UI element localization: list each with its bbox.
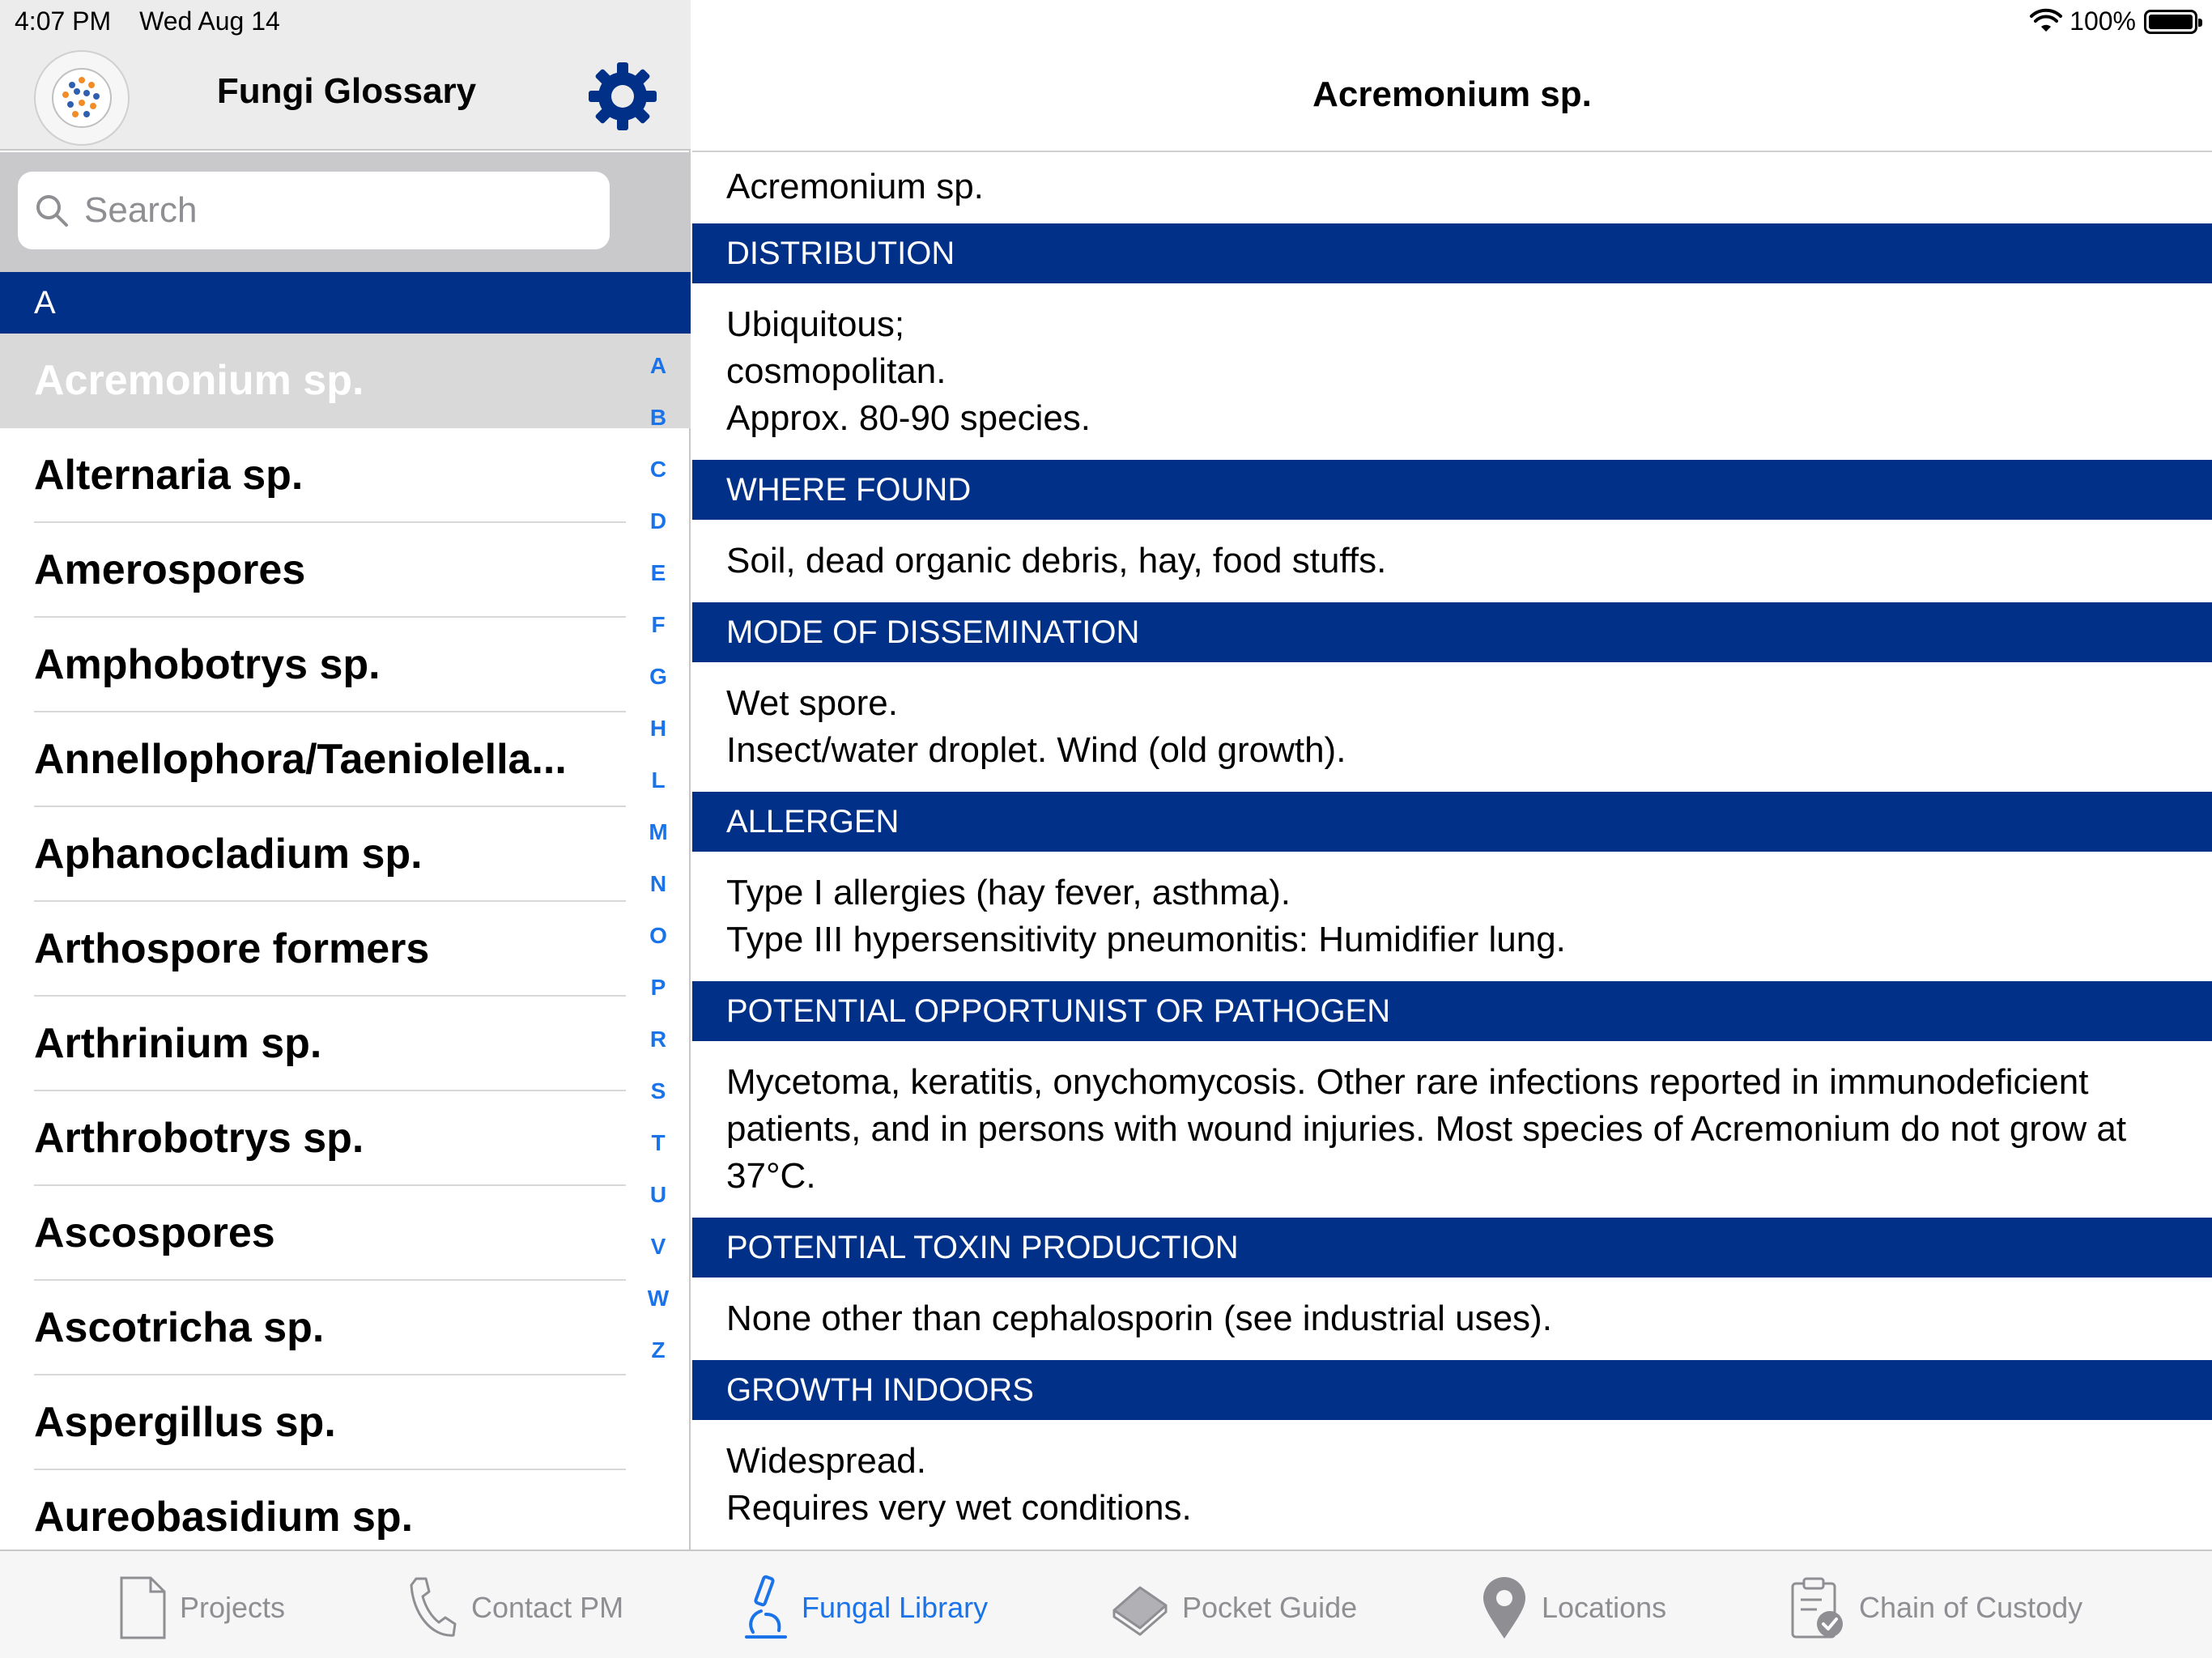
index-letter[interactable]: U — [649, 1182, 667, 1207]
fungi-list — [0, 334, 691, 1565]
search-field[interactable] — [18, 172, 610, 249]
detail-section-body — [692, 1278, 2212, 1360]
index-letter[interactable]: P — [650, 975, 666, 1000]
detail-line: Insect/water droplet. Wind (old growth). — [726, 730, 1346, 770]
wifi-icon — [2031, 11, 2061, 33]
battery-icon — [2144, 10, 2197, 34]
index-letter[interactable]: L — [651, 767, 666, 793]
index-letter[interactable]: H — [649, 716, 667, 741]
tab-locations-label: Locations — [1542, 1591, 1667, 1624]
clipboard-check-icon — [1789, 1575, 1846, 1640]
detail-line: None other than cephalosporin (see industrial uses). — [726, 1299, 1552, 1338]
list-item-label: Arthospore formers — [34, 925, 430, 972]
detail-line: Widespread. — [726, 1441, 927, 1481]
app-logo-icon[interactable] — [34, 50, 130, 146]
detail-section-header: GROWTH INDOORS — [692, 1360, 2212, 1420]
index-letter[interactable]: W — [647, 1286, 670, 1311]
list-item[interactable] — [0, 1281, 691, 1375]
list-item-label: Amphobotrys sp. — [34, 641, 381, 688]
detail-section-header: POTENTIAL OPPORTUNIST OR PATHOGEN — [692, 981, 2212, 1041]
tab-pocket-guide[interactable] — [1109, 1575, 1357, 1640]
detail-section-header: WHERE FOUND — [692, 460, 2212, 520]
tab-bar — [0, 1550, 2212, 1658]
detail-header — [692, 42, 2212, 152]
index-letter[interactable]: N — [649, 871, 667, 896]
list-item[interactable] — [0, 997, 691, 1091]
list-item-label: Arthrobotrys sp. — [34, 1115, 364, 1162]
tab-fungal-library-label: Fungal Library — [802, 1591, 989, 1624]
detail-section-body — [692, 852, 2212, 981]
detail-line: Mycetoma, keratitis, onychomycosis. Other rare infections reported in immunodeficient patients, and in persons with wound injuries. Most species of Acremonium do not grow at 37°C. — [726, 1062, 2127, 1196]
detail-line: Type III hypersensitivity pneumonitis: Humidifier lung. — [726, 920, 1566, 959]
index-letter[interactable]: B — [649, 405, 667, 430]
index-letter[interactable]: D — [649, 508, 667, 534]
list-item[interactable] — [0, 712, 691, 807]
index-letter[interactable]: T — [651, 1130, 666, 1155]
index-letter[interactable]: R — [649, 1027, 667, 1052]
detail-name: Acremonium sp. — [726, 167, 984, 206]
index-letter[interactable]: S — [650, 1078, 666, 1103]
list-item-label: Aureobasidium sp. — [34, 1494, 414, 1541]
list-item-label: Ascotricha sp. — [34, 1304, 325, 1351]
list-item[interactable] — [0, 1186, 691, 1281]
gear-icon — [586, 60, 659, 133]
tab-contact-pm-label: Contact PM — [471, 1591, 624, 1624]
detail-line: Soil, dead organic debris, hay, food stuffs. — [726, 541, 1387, 580]
tab-pocket-guide-label: Pocket Guide — [1182, 1591, 1358, 1624]
tab-chain-of-custody[interactable] — [1789, 1575, 2082, 1640]
battery-percent: 100% — [2069, 6, 2136, 36]
tab-projects-label: Projects — [180, 1591, 286, 1624]
settings-button[interactable] — [586, 60, 659, 133]
tab-locations[interactable] — [1480, 1575, 1666, 1640]
detail-line: Ubiquitous; — [726, 304, 905, 344]
search-icon — [34, 193, 70, 228]
sidebar-title: Fungi Glossary — [216, 71, 477, 111]
detail-section-header: MODE OF DISSEMINATION — [692, 602, 2212, 662]
list-item-label: Ascospores — [34, 1209, 275, 1256]
alphabet-index — [630, 340, 687, 1376]
detail-line: Approx. 80-90 species. — [726, 398, 1091, 438]
detail-section-body — [692, 662, 2212, 792]
tab-chain-of-custody-label: Chain of Custody — [1859, 1591, 2083, 1624]
index-letter[interactable]: M — [649, 819, 668, 844]
search-bar — [0, 152, 691, 272]
detail-line: Type I allergies (hay fever, asthma). — [726, 873, 1291, 912]
document-icon — [118, 1575, 167, 1640]
detail-content — [692, 152, 2212, 1550]
status-right — [2031, 6, 2197, 36]
phone-icon — [406, 1575, 458, 1640]
status-left — [15, 6, 301, 36]
list-item[interactable] — [0, 1091, 691, 1186]
status-bar — [0, 0, 2212, 42]
list-item[interactable] — [0, 618, 691, 712]
list-item[interactable] — [0, 523, 691, 618]
map-pin-icon — [1480, 1575, 1529, 1640]
detail-section-header: POTENTIAL TOXIN PRODUCTION — [692, 1218, 2212, 1278]
detail-line: Requires very wet conditions. — [726, 1488, 1192, 1528]
list-item-label: Aphanocladium sp. — [34, 831, 423, 878]
detail-line: cosmopolitan. — [726, 351, 946, 391]
spore-logo-icon — [49, 66, 114, 130]
tab-fungal-library[interactable] — [743, 1575, 988, 1640]
detail-section-header: ALLERGEN — [692, 792, 2212, 852]
list-item[interactable] — [0, 428, 691, 523]
index-letter[interactable]: V — [650, 1234, 666, 1259]
detail-section-header: DISTRIBUTION — [692, 223, 2212, 283]
status-date: Wed Aug 14 — [139, 6, 280, 36]
detail-section-body — [692, 520, 2212, 602]
status-time: 4:07 PM — [15, 6, 112, 36]
detail-section-body — [692, 283, 2212, 460]
list-item-label: Arthrinium sp. — [34, 1020, 322, 1067]
list-item[interactable] — [0, 807, 691, 902]
index-letter[interactable]: E — [650, 560, 666, 585]
section-header-a: A — [0, 272, 691, 334]
index-letter[interactable]: Z — [651, 1337, 666, 1363]
detail-title: Acremonium sp. — [1312, 74, 1592, 114]
index-letter[interactable]: C — [649, 457, 667, 482]
sidebar — [0, 0, 691, 1550]
list-item-label: Amerospores — [34, 546, 306, 593]
microscope-icon — [743, 1574, 789, 1642]
index-letter[interactable]: G — [649, 664, 667, 689]
index-letter[interactable]: O — [649, 923, 667, 948]
index-letter[interactable]: A — [649, 353, 667, 378]
book-icon — [1109, 1578, 1169, 1638]
list-item-label: Annellophora/Taeniolella... — [34, 736, 567, 783]
tab-contact-pm[interactable] — [406, 1575, 623, 1640]
list-item[interactable] — [0, 334, 691, 428]
list-item[interactable] — [0, 1375, 691, 1470]
list-item-label: Alternaria sp. — [34, 452, 304, 499]
list-item[interactable] — [0, 902, 691, 997]
tab-projects[interactable] — [118, 1575, 285, 1640]
search-input[interactable] — [84, 190, 602, 231]
detail-section-body — [692, 1420, 2212, 1550]
list-item-label: Aspergillus sp. — [34, 1399, 336, 1446]
detail-section-body — [692, 1041, 2212, 1218]
index-letter[interactable]: F — [651, 612, 666, 637]
detail-line: Wet spore. — [726, 683, 898, 723]
list-item-label: Acremonium sp. — [34, 357, 364, 404]
